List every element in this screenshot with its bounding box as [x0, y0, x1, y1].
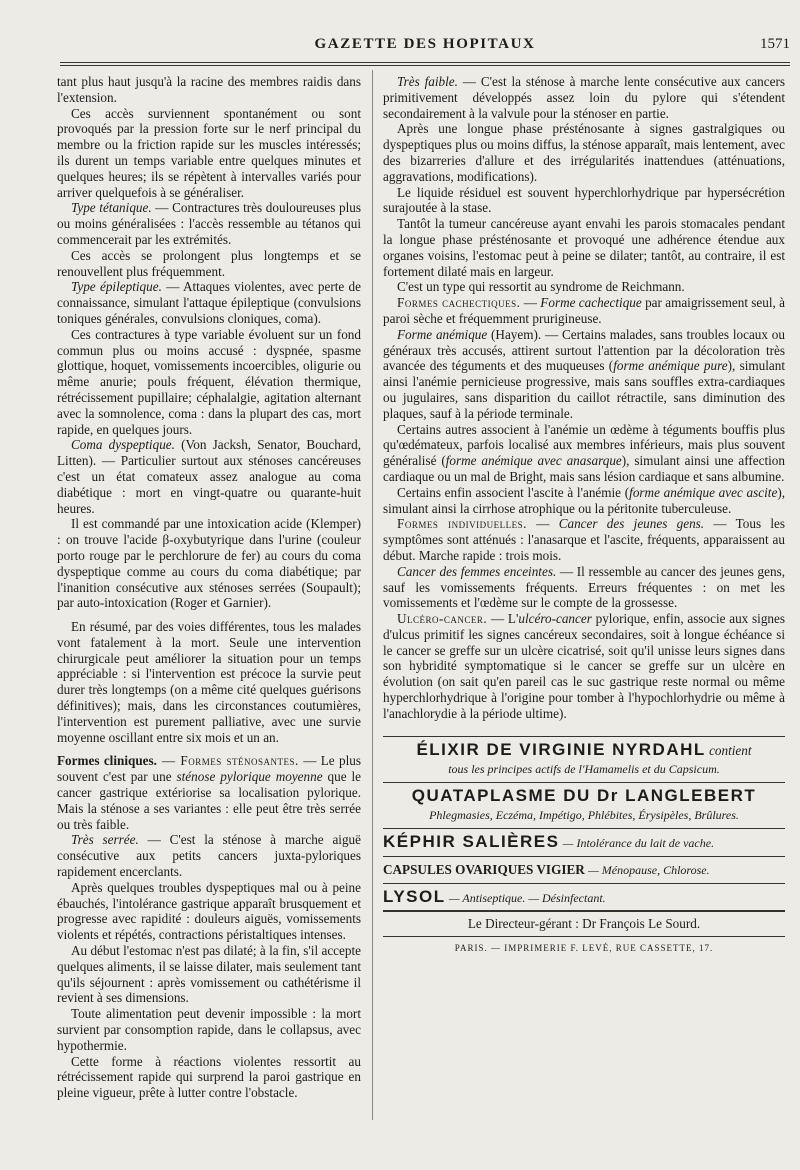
paragraph: Le liquide résiduel est souvent hyperchlorhydrique par hypersécrétion surajoutée à la stase. [383, 184, 785, 216]
paragraph [57, 832, 361, 879]
paragraph: Ces accès se prolongent plus longtemps et se renouvellent plus fréquemment. [57, 247, 361, 279]
paragraph-text: — Attaques violentes, avec perte de connaissance, simulant l'attaque épileptique (convulsions toniques générales, convulsions cloniques, coma). [57, 279, 362, 326]
paragraph: tant plus haut jusqu'à la racine des membres raidis dans l'extension. [57, 74, 361, 105]
ad-rule [383, 856, 785, 857]
paragraph-text: que le cancer gastrique extériorise sa localisation pylorique. Mais la sténose a ses variantes : elle peut être très serrée ou très faible. [57, 769, 362, 832]
running-head [60, 36, 790, 56]
paragraph: Cette forme à réactions violentes ressortit au rétrécissement rapide qui surprend la paroi gastrique en pleine vigueur, prête à lutter contre l'obstacle. [57, 1053, 361, 1101]
ad-title: QUATAPLASME DU Dr LANGLEBERT [411, 785, 757, 805]
paragraph-text: Certains enfin associent l'ascite à l'anémie ( [397, 484, 630, 500]
paragraph: Toute alimentation peut devenir impossible : la mort survient par consomption rapide, dans le collapsus, avec hypothermie. [57, 1006, 361, 1053]
paragraph-text: — Tous les symptômes sont atténués : l'anasarque et l'ascite, fréquents, apparaissent au début. Marche rapide : trois mois. [383, 516, 786, 563]
ad-rule [383, 782, 785, 783]
ad-elixir [383, 741, 785, 759]
emphasis: ulcéro-cancer [518, 611, 592, 627]
section-subheading: Formes individuelles. [397, 516, 527, 532]
emphasis: forme anémique avec ascite [629, 484, 778, 500]
paragraph-text: — [526, 516, 559, 532]
section-subheading: Ulcéro-cancer. [397, 611, 488, 627]
ad-title: CAPSULES OVARIQUES VIGIER [383, 861, 585, 877]
paragraph-text: ), simulant ainsi la cirrhose atrophique ou la péritonite tuberculeuse. [383, 484, 786, 516]
emphasis: forme anémique avec anasarque [445, 453, 622, 469]
paragraph-text: — Contractures très douloureuses plus ou moins généralisées : l'accès ressemble au tétanos qui commencerait par les extrémités. [57, 200, 361, 247]
paragraph-text: — C'est la sténose à marche lente consécutive aux cancers primitivement développés assez loin du pylore qui s'étendent secondairement à la valvule pour la sténoser en partie. [383, 74, 785, 121]
journal-title: GAZETTE DES HOPITAUX [314, 36, 536, 52]
subheading: Type épileptique. [71, 279, 162, 295]
printer-imprint: PARIS. — IMPRIMERIE F. LEVÉ, RUE CASSETTE, 17. [454, 942, 714, 953]
paragraph [57, 437, 361, 516]
paragraph-text: — Le plus souvent c'est par une [57, 753, 361, 785]
ad-rule [383, 736, 785, 737]
paragraph: En résumé, par des voies différentes, tous les malades vont fatalement à la mort. Seule une intervention chirurgicale peut améliorer la situation pour un temps appréciable : si l'intervention est précoce la survie peut durer très longtemps (on a même cité quelques guérisons définitives); mais, dans les circonstances coutumières, l'intervention est purement palliative, avec une survie moyenne oscillant entre six mois et un an. [57, 619, 361, 745]
ad-subtitle: — Intolérance du lait de vache. [562, 835, 715, 850]
paragraph [57, 279, 361, 326]
paragraph [57, 200, 361, 247]
paragraph [57, 753, 361, 832]
paragraph-text: Certains autres associent à l'anémie un œdème à téguments bouffis plus qu'œdémateux, parfois localisé aux membres inférieurs, mais plus souvent généralisé ( [383, 421, 785, 469]
ad-title: LYSOL [383, 886, 446, 906]
ad-rule [383, 910, 785, 912]
right-column [383, 74, 785, 956]
paragraph-text: — [520, 295, 541, 311]
emphasis: forme anémique pure [613, 358, 728, 374]
emphasis: sténose pylorique moyenne [176, 769, 323, 785]
ad-capsules [383, 861, 785, 879]
paragraph-text: par amaigrissement seul, à paroi sèche et fréquemment prurigineuse. [383, 295, 786, 326]
paragraph: Après une longue phase présténosante à signes gastralgiques ou dyspeptiques plus ou moins diffus, la sténose apparaît, mais lentement, avec des bizarreries d'allure et des irrégularités inattendues (atténuations, aggravations, modifications). [383, 121, 785, 184]
ad-title: KÉPHIR SALIÈRES [383, 831, 560, 851]
ad-tag: contient [709, 742, 752, 758]
paragraph [383, 422, 785, 485]
ad-rule [383, 936, 785, 937]
managing-director: Le Directeur-gérant : Dr François Le Sourd. [467, 915, 701, 931]
column-divider [372, 70, 373, 1120]
ad-subtitle: Phlegmasies, Eczéma, Impétigo, Phlébites, Érysipèles, Brûlures. [429, 807, 739, 822]
paragraph: Au début l'estomac n'est pas dilaté; à la fin, s'il accepte quelques aliments, il se laisse dilater, mais seulement tant qu'ils séjournent : après vomissement ou cathétérisme il revient à ses dimensions. [57, 943, 361, 1006]
ad-title: ÉLIXIR DE VIRGINIE NYRDAHL [416, 739, 706, 759]
ad-lysol [383, 888, 785, 907]
paragraph-text: ), simulant ainsi l'anémie pernicieuse progressive, mais sans souffles extra-cardiaques ou jugulaires, sans disparition du caillot rétractile, sans diminution des plaques, sauf à la période terminale. [383, 358, 785, 421]
paragraph-text: ), simulant ainsi une affection cardiaque ou un mal de Bright, mais sans lésion cardiaque et sans albumine. [383, 453, 785, 484]
paragraph: C'est un type qui ressortit au syndrome de Reichmann. [397, 279, 685, 295]
spacer [57, 611, 361, 619]
subheading: Très serrée. [71, 832, 139, 848]
emphasis: Forme anémique [397, 326, 488, 342]
ad-subtitle: — Ménopause, Chlorose. [588, 862, 710, 877]
paragraph-text: (Hayem). — Certains malades, sans troubles locaux ou généraux très accusés, attirent surtout l'attention par la décoloration très avancée des téguments et des muqueuses ( [383, 326, 785, 374]
subheading: Coma dyspeptique. [71, 437, 175, 453]
header-rule [60, 65, 790, 66]
emphasis: Forme cachectique [540, 295, 642, 311]
paragraph [383, 611, 785, 722]
ad-subtitle: tous les principes actifs de l'Hamamelis et du Capsicum. [448, 761, 720, 776]
ad-subtitle: — Antiseptique. — Désinfectant. [448, 890, 606, 905]
paragraph [383, 564, 785, 611]
paragraph: Ces contractures à type variable évoluent sur un fond commun plus ou moins accusé : dyspnée, spasme glottique, hoquet, vomissements incoercibles, oligurie ou même anurie; pouls fréquent, élévation thermique, rétrécissement pupillaire; céphalalgie, agitation alternant avec la somnolence, coma : dans la plupart des cas, mort rapide, en quelques jours. [57, 326, 361, 437]
emphasis: Cancer des jeunes gens. [558, 516, 705, 532]
section-heading: Formes cliniques. [57, 753, 157, 769]
section-subheading: Formes cachectiques. [397, 295, 521, 311]
advertisements [383, 736, 785, 957]
paragraph [383, 327, 785, 422]
paragraph [383, 74, 785, 121]
page-number: 1571 [760, 36, 790, 52]
paragraph: Ces accès surviennent spontanément ou sont provoqués par la pression forte sur le nerf principal du membre ou la friction rapide sur les muscles intéressés; ils durent un temps variable entre quelques minutes et quelques heures; ils se répètent à intervalles variés pour arriver quelquefois à se généraliser. [57, 105, 361, 200]
subheading: Très faible. [397, 74, 458, 89]
left-column [57, 74, 361, 1101]
paragraph: Tantôt la tumeur cancéreuse ayant envahi les parois stomacales pendant la longue phase présténosante et provoqué une adhérence étendue aux organes voisins, l'estomac peut à peine se dilater; tantôt, au contraire, il est fortement dilaté mais en largeur. [383, 216, 785, 279]
ad-rule [383, 828, 785, 829]
paragraph [383, 516, 785, 563]
section-subheading: — Formes sténosantes. [156, 753, 299, 769]
paragraph: Après quelques troubles dyspeptiques mal ou à peine ébauchés, l'intolérance gastrique apparaît brusquement et progresse avec rapidité : douleurs aiguës, vomissements violents et répétés, contractions péristaltiques intenses. [57, 879, 361, 943]
spacer [57, 745, 361, 753]
paragraph: Il est commandé par une intoxication acide (Klemper) : on trouve l'acide β-oxybutyrique dans l'urine (couleur porto rouge par le perchlorure de fer) au cours du coma dyspeptique comme au cours du coma diabétique; par l'inanition consécutive aux sténoses serrées (Soupault); par auto-intoxication (Roger et Garnier). [57, 516, 361, 611]
paragraph-text: — Il ressemble au cancer des jeunes gens, sauf les vomissements fréquents. Erreurs fréquentes : on met les vomissements et l'œdème sur le compte de la grossesse. [383, 563, 786, 611]
paragraph-text: (Von Jacksh, Senator, Bouchard, Litten). — Particulier surtout aux sténoses cancéreuses c'est un état comateux assez analogue au coma diabétique : mort en vingt-quatre ou quarante-huit heures. [57, 437, 361, 516]
ad-kephir [383, 833, 785, 852]
emphasis: Cancer des femmes enceintes. [397, 563, 557, 579]
header-rule [60, 62, 790, 63]
subheading: Type tétanique. [71, 200, 152, 216]
ad-quataplasme [383, 787, 785, 805]
paragraph-text: — L' [487, 611, 519, 627]
paragraph [383, 295, 785, 327]
paragraph [383, 485, 785, 517]
paragraph-text: pylorique, enfin, associe aux signes d'ulcus primitif les signes cancéreux secondaires, soit à longue échéance si le cancer se greffe sur un ulcère cicatrisé, soit qu'il unisse leurs signes dans son hybridité symptomatique si le cancer se greffe sur un ulcère en évolution (on sait qu'en pareil cas le suc gastrique reste normal ou même hyperchlorhydrique à l'origine pour tomber à l'hypochlorhydrie ou même à l'anachlorydie à la période ultime). [383, 611, 785, 721]
ad-rule [383, 883, 785, 884]
paragraph-text: — C'est la sténose à marche aiguë consécutive aux petits cancers juxta-pyloriques rapidement encerclants. [57, 832, 362, 880]
